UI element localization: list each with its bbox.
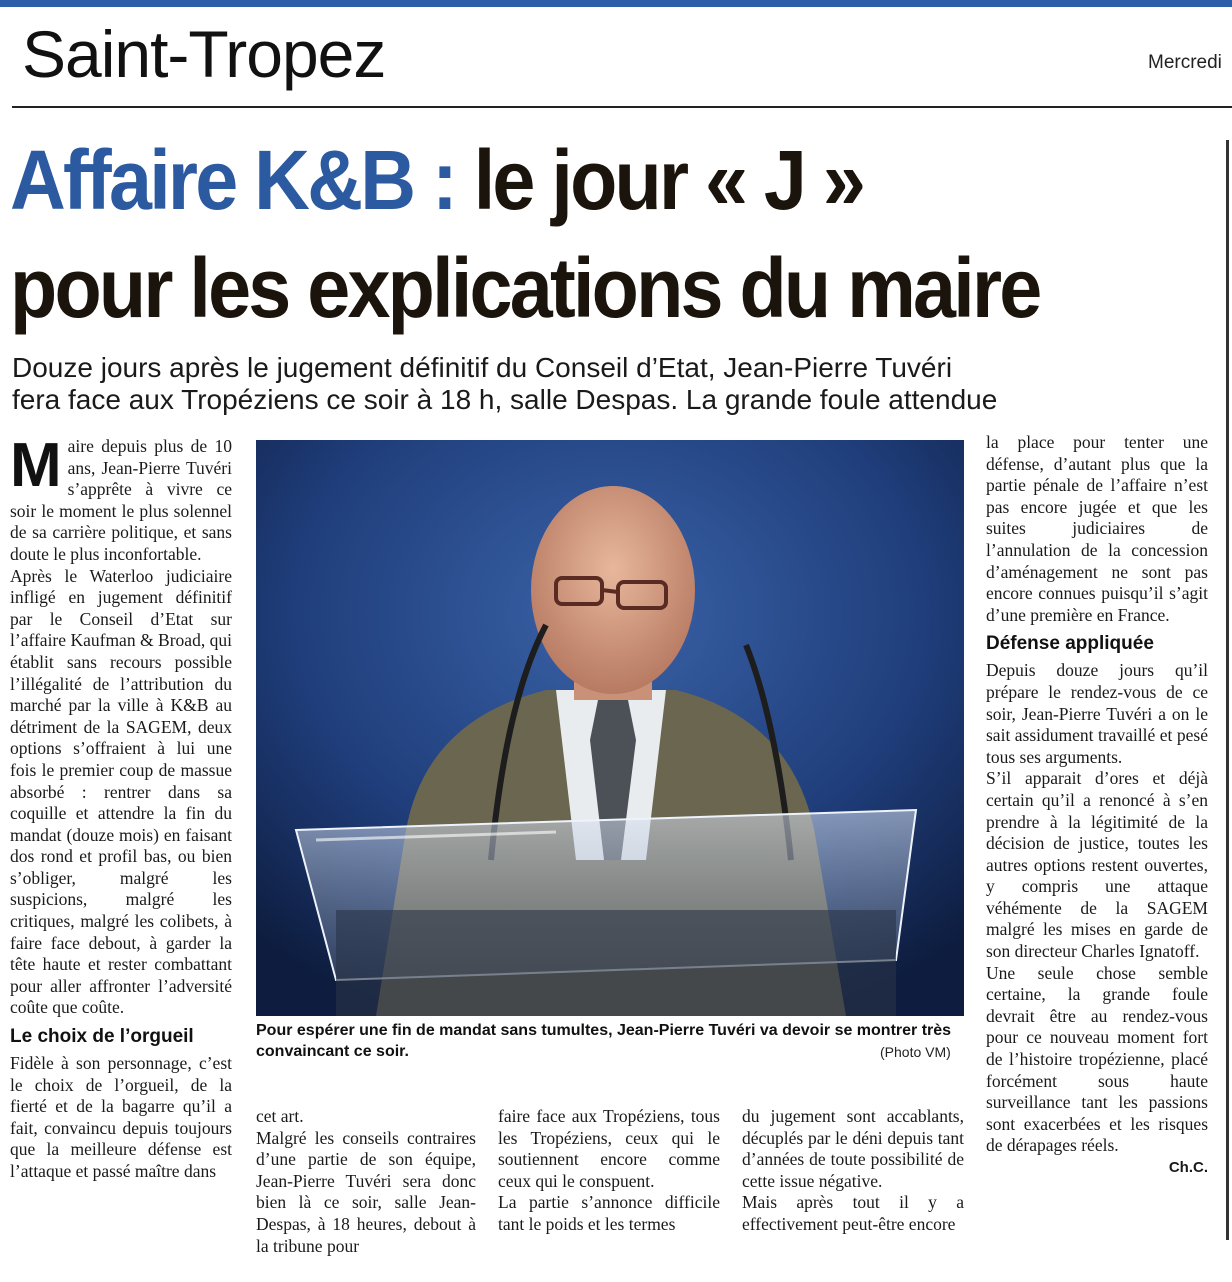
- paragraph: Fidèle à son personnage, c’est le choix de l’orgueil, de la fierté et de la bagarre qu’il a fait, convaincu depuis toujours que la meilleure défense est l’attaque et passé maître dans: [10, 1053, 232, 1181]
- paragraph: faire face aux Tropéziens, tous les Tropéziens, ceux qui le soutiennent encore comme ceux qui le conspuent.: [498, 1106, 720, 1191]
- article-photo: [256, 440, 964, 1016]
- header-rule: [12, 106, 1232, 108]
- dropcap: M: [10, 431, 62, 500]
- headline-kicker: Affaire K&B :: [10, 133, 456, 227]
- paragraph: Depuis douze jours qu’il prépare le rendez-vous de ce soir, Jean-Pierre Tuvéri a on le sait assidument travaillé et pesé tous ses arguments.: [986, 660, 1208, 767]
- dateline: Mercredi: [1148, 52, 1222, 73]
- deck: [12, 352, 1222, 416]
- headline-line2: pour les explications du maire: [10, 241, 1040, 335]
- column-5: [986, 432, 1208, 1179]
- paragraph: Une seule chose semble certaine, la grande foule devrait être au rendez-vous pour ce nouveau moment fort de l’histoire tropézienne, placé forcément sous haute surveillance tant les passions sont exacerbées et les risques de dérapages réels.: [986, 962, 1208, 1156]
- column-4: [742, 1106, 964, 1236]
- top-color-bar: [0, 0, 1232, 7]
- column-3: [498, 1106, 720, 1236]
- paragraph: cet art.: [256, 1106, 304, 1126]
- author-signature: Ch.C.: [1168, 1159, 1208, 1176]
- paragraph: la place pour tenter une défense, d’autant plus que la partie pénale de l’affaire n’est pas encore jugée et que les suites judiciaires de l’annulation de la concession d’aménagement ne sont pas encore connues puisqu’il s’agit d’une première en France.: [986, 432, 1208, 625]
- column-1: [10, 431, 232, 1183]
- paragraph: du jugement sont accablants, décuplés par le déni depuis tant d’années de toute possibilité de cette issue négative.: [742, 1106, 964, 1191]
- headline-line1: le jour « J »: [455, 133, 864, 227]
- headline: [10, 126, 1128, 342]
- subhead-choix: Le choix de l’orgueil: [10, 1026, 194, 1048]
- section-title: Saint-Tropez: [22, 17, 386, 91]
- photo-caption: Pour espérer une fin de mandat sans tumultes, Jean-Pierre Tuvéri va devoir se montrer très convaincant ce soir.: [256, 1022, 952, 1060]
- paragraph: Mais après tout il y a effectivement peut-être encore: [742, 1192, 964, 1234]
- column-rule: [1226, 140, 1229, 1240]
- paragraph: Après le Waterloo judiciaire infligé en jugement définitif par le Conseil d’Etat sur l’affaire Kaufman & Broad, qui établit sans recours possible l’illégalité de l’attribution du marché par la ville à K&B au détriment de la SAGEM, deux options s’offraient à lui une fois le premier coup de massue absorbé : rentrer dans sa coquille et attendre la fin du mandat (douze mois) en faisant dos rond et profil bas, ou bien s’obliger, malgré les suspicions, malgré les critiques, malgré les colibets, à faire face debout, à garder la tête haute et rester combattant pour aller affronter l’adversité coûte que coûte.: [10, 565, 232, 1018]
- paragraph: Malgré les conseils contraires d’une partie de son équipe, Jean-Pierre Tuvéri sera donc bien là ce soir, salle Jean-Despas, à 18 heures, debout à la tribune pour: [256, 1127, 476, 1256]
- paragraph: S’il apparait d’ores et déjà certain qu’il a renoncé à s’en prendre à la légitimité de la décision de justice, toutes les autres options restent ouvertes, y compris une attaque véhémente de la SAGEM malgré les mises en garde de son directeur Charles Ignatoff.: [986, 768, 1208, 962]
- deck-line1: Douze jours après le jugement définitif du Conseil d’Etat, Jean-Pierre Tuvéri: [12, 352, 953, 383]
- photo-mayor-at-podium: [256, 440, 964, 1016]
- paragraph: aire depuis plus de 10 ans, Jean-Pierre Tuvéri s’apprête à vivre ce soir le moment le plus solennel de sa carrière politique, et sans doute le plus inconfortable.: [10, 436, 232, 564]
- subhead-defense: Défense appliquée: [986, 633, 1154, 655]
- photo-credit: (Photo VM): [880, 1044, 951, 1060]
- column-2: [256, 1106, 476, 1257]
- paragraph: La partie s’annonce difficile tant le poids et les termes: [498, 1192, 720, 1234]
- deck-line2: fera face aux Tropéziens ce soir à 18 h, salle Despas. La grande foule attendue: [12, 384, 998, 415]
